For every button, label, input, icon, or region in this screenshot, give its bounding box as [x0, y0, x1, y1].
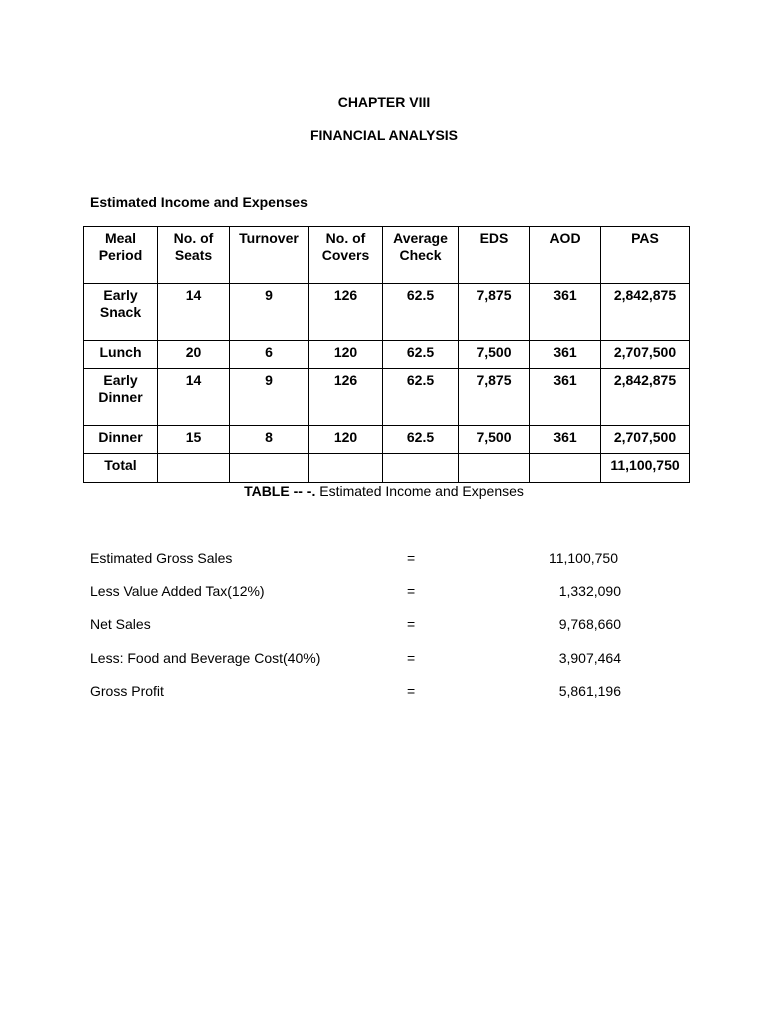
summary-value: 11,100,750 — [548, 550, 618, 566]
header-average-check: Average Check — [383, 227, 459, 284]
header-aod: AOD — [530, 227, 601, 284]
table-caption-text: Estimated Income and Expenses — [315, 483, 524, 499]
cell-eds: 7,875 — [459, 284, 530, 341]
cell-turnover: 9 — [230, 284, 309, 341]
summary-label: Estimated Gross Sales — [90, 550, 233, 566]
header-no-of-covers: No. of Covers — [309, 227, 383, 284]
cell-meal-period: Early Dinner — [84, 369, 158, 426]
summary-value: 1,332,090 — [558, 583, 621, 599]
summary-equals: = — [407, 683, 416, 699]
cell-empty — [530, 454, 601, 483]
income-table — [83, 226, 690, 483]
header-pas: PAS — [601, 227, 690, 284]
summary-equals: = — [407, 550, 416, 566]
cell-empty — [309, 454, 383, 483]
summary-value: 5,861,196 — [558, 683, 621, 699]
cell-meal-period: Early Snack — [84, 284, 158, 341]
summary-label: Gross Profit — [90, 683, 164, 699]
cell-meal-period: Dinner — [84, 426, 158, 454]
cell-empty — [459, 454, 530, 483]
cell-pas: 2,842,875 — [601, 284, 690, 341]
cell-covers: 120 — [309, 341, 383, 369]
cell-empty — [158, 454, 230, 483]
cell-meal-period: Lunch — [84, 341, 158, 369]
table-caption-label: TABLE -- -. — [244, 483, 316, 499]
table-row — [84, 284, 690, 341]
cell-aod: 361 — [530, 341, 601, 369]
cell-turnover: 8 — [230, 426, 309, 454]
document-subtitle: FINANCIAL ANALYSIS — [309, 127, 459, 143]
table-total-row — [84, 454, 690, 483]
cell-pas: 2,707,500 — [601, 341, 690, 369]
cell-eds: 7,875 — [459, 369, 530, 426]
cell-aod: 361 — [530, 284, 601, 341]
summary-label: Net Sales — [90, 616, 151, 632]
cell-eds: 7,500 — [459, 341, 530, 369]
summary-value: 3,907,464 — [558, 650, 621, 666]
summary-row-net-sales — [90, 616, 630, 636]
section-heading: Estimated Income and Expenses — [90, 194, 308, 210]
cell-empty — [383, 454, 459, 483]
summary-value: 9,768,660 — [558, 616, 621, 632]
cell-seats: 14 — [158, 284, 230, 341]
cell-empty — [230, 454, 309, 483]
cell-pas: 2,842,875 — [601, 369, 690, 426]
table-row — [84, 369, 690, 426]
cell-seats: 14 — [158, 369, 230, 426]
cell-turnover: 9 — [230, 369, 309, 426]
chapter-title: CHAPTER VIII — [337, 94, 431, 110]
cell-total-pas: 11,100,750 — [601, 454, 690, 483]
header-meal-period: Meal Period — [84, 227, 158, 284]
cell-seats: 15 — [158, 426, 230, 454]
cell-covers: 120 — [309, 426, 383, 454]
table-row — [84, 341, 690, 369]
header-turnover: Turnover — [230, 227, 309, 284]
table-row — [84, 426, 690, 454]
cell-average-check: 62.5 — [383, 369, 459, 426]
header-eds: EDS — [459, 227, 530, 284]
summary-label: Less: Food and Beverage Cost(40%) — [90, 650, 321, 666]
cell-turnover: 6 — [230, 341, 309, 369]
cell-average-check: 62.5 — [383, 284, 459, 341]
cell-eds: 7,500 — [459, 426, 530, 454]
summary-row-vat — [90, 583, 630, 603]
cell-average-check: 62.5 — [383, 426, 459, 454]
summary-row-gross-profit — [90, 683, 630, 703]
header-no-of-seats: No. of Seats — [158, 227, 230, 284]
summary-equals: = — [407, 583, 416, 599]
summary-row-food-beverage-cost — [90, 650, 630, 670]
table-caption — [0, 483, 768, 499]
cell-aod: 361 — [530, 369, 601, 426]
table-header-row — [84, 227, 690, 284]
summary-label: Less Value Added Tax(12%) — [90, 583, 265, 599]
cell-pas: 2,707,500 — [601, 426, 690, 454]
cell-covers: 126 — [309, 369, 383, 426]
cell-seats: 20 — [158, 341, 230, 369]
cell-aod: 361 — [530, 426, 601, 454]
cell-covers: 126 — [309, 284, 383, 341]
summary-equals: = — [407, 650, 416, 666]
cell-total-label: Total — [84, 454, 158, 483]
summary-row-gross-sales — [90, 550, 630, 570]
cell-average-check: 62.5 — [383, 341, 459, 369]
summary-equals: = — [407, 616, 416, 632]
